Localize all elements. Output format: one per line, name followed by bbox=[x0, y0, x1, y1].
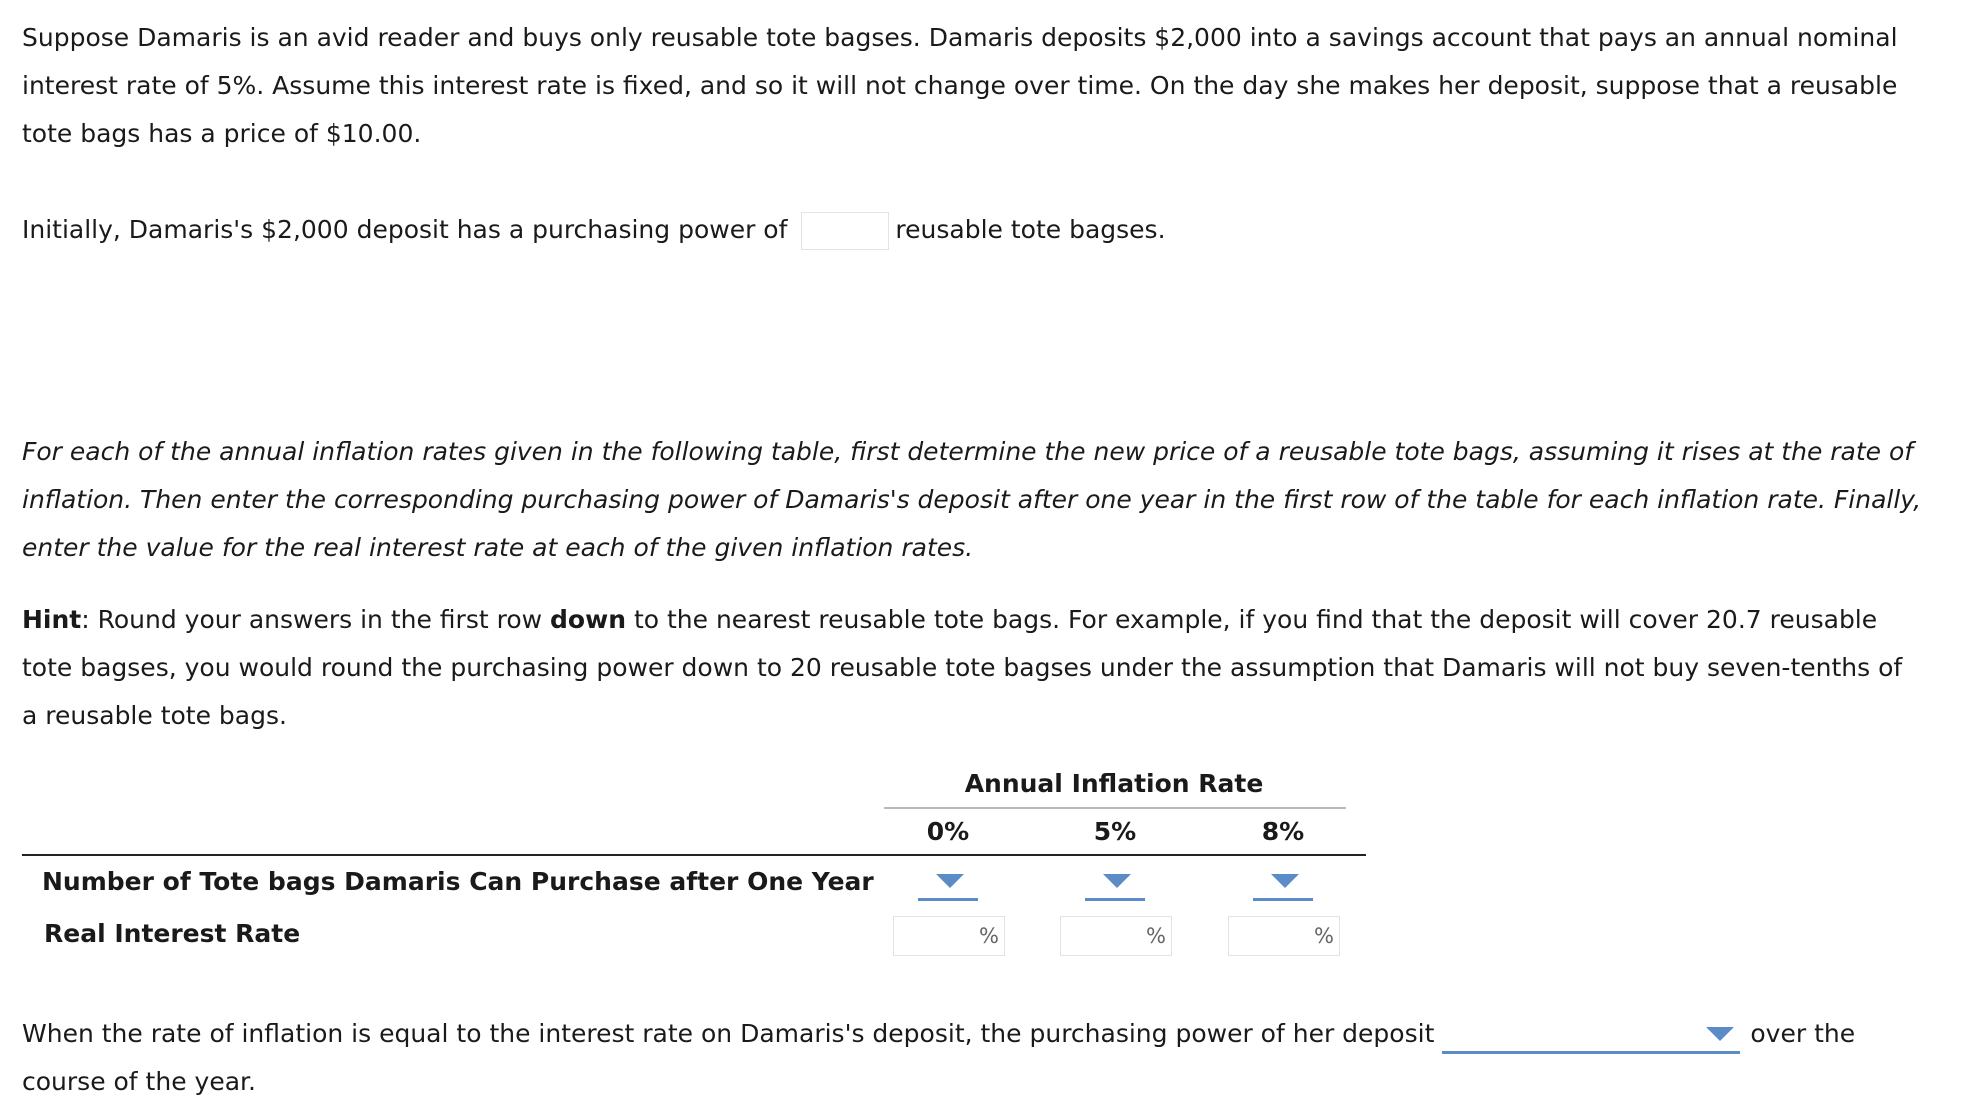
real-interest-rate-input-1[interactable] bbox=[1060, 916, 1172, 956]
hint-bold-word: down bbox=[550, 605, 626, 634]
chevron-down-icon bbox=[936, 874, 964, 888]
purchasing-power-change-dropdown[interactable] bbox=[1442, 1017, 1740, 1054]
initial-text-after: reusable tote bagses. bbox=[895, 215, 1166, 244]
tote-bags-dropdown-2[interactable] bbox=[1253, 868, 1313, 901]
table-header-divider bbox=[884, 807, 1346, 809]
real-interest-rate-input-2[interactable] bbox=[1228, 916, 1340, 956]
percent-unit: % bbox=[1314, 924, 1334, 948]
instructions-text: For each of the annual inflation rates given in the following table, first determine the new price of a reusable tote bags, assuming it rises at the rate of inflation. Then enter the corresponding purchasing power of Damaris's deposit after one year in the first row of the table for each inflation rate. Finally, enter the value for the real interest rate at each of the given inflation rates. bbox=[22, 437, 1922, 562]
tote-bags-dropdown-0[interactable] bbox=[918, 868, 978, 901]
table-divider bbox=[22, 854, 1366, 856]
table-header: Annual Inflation Rate bbox=[964, 769, 1264, 798]
percent-unit: % bbox=[1146, 924, 1166, 948]
row-label-tote-bags: Number of Tote bags Damaris Can Purchase after One Year bbox=[42, 867, 874, 896]
conclusion-paragraph bbox=[22, 1010, 1922, 1106]
hint-text-part1: : Round your answers in the first row bbox=[81, 605, 551, 634]
instructions-paragraph bbox=[22, 428, 1922, 572]
chevron-down-icon bbox=[1103, 874, 1131, 888]
hint-paragraph bbox=[22, 596, 1922, 740]
percent-unit: % bbox=[979, 924, 999, 948]
intro-text: Suppose Damaris is an avid reader and buys only reusable tote bagses. Damaris deposits $2,000 into a savings account that pays an annual nominal interest rate of 5%. Assume this interest rate is fixed, and so it will not change over time. On the day she makes her deposit, suppose that a reusable tote bags has a price of $10.00. bbox=[22, 23, 1898, 148]
column-header-2: 8% bbox=[1261, 817, 1305, 846]
chevron-down-icon bbox=[1706, 1027, 1734, 1041]
tote-bags-dropdown-1[interactable] bbox=[1085, 868, 1145, 901]
chevron-down-icon bbox=[1271, 874, 1299, 888]
conclusion-text-after: over the course of the year. bbox=[22, 1019, 1856, 1096]
hint-text-part2: to the nearest reusable tote bags. For example, if you find that the deposit will cover 20.7 reusable tote bagses, you would round the purchasing power down to 20 reusable tote bagses under the assumption that Damaris will not buy seven-tenths of a reusable tote bags. bbox=[22, 605, 1903, 730]
column-header-0: 0% bbox=[926, 817, 970, 846]
initial-purchasing-power-input[interactable] bbox=[801, 212, 889, 250]
column-header-1: 5% bbox=[1093, 817, 1137, 846]
initial-text-before: Initially, Damaris's $2,000 deposit has a purchasing power of bbox=[22, 215, 788, 244]
initial-purchasing-power-line bbox=[22, 206, 1922, 254]
conclusion-text-before: When the rate of inflation is equal to the interest rate on Damaris's deposit, the purchasing power of her deposit bbox=[22, 1019, 1435, 1048]
hint-label: Hint bbox=[22, 605, 82, 634]
real-interest-rate-input-0[interactable] bbox=[893, 916, 1005, 956]
intro-paragraph bbox=[22, 14, 1922, 158]
row-label-real-interest-rate: Real Interest Rate bbox=[44, 919, 301, 948]
